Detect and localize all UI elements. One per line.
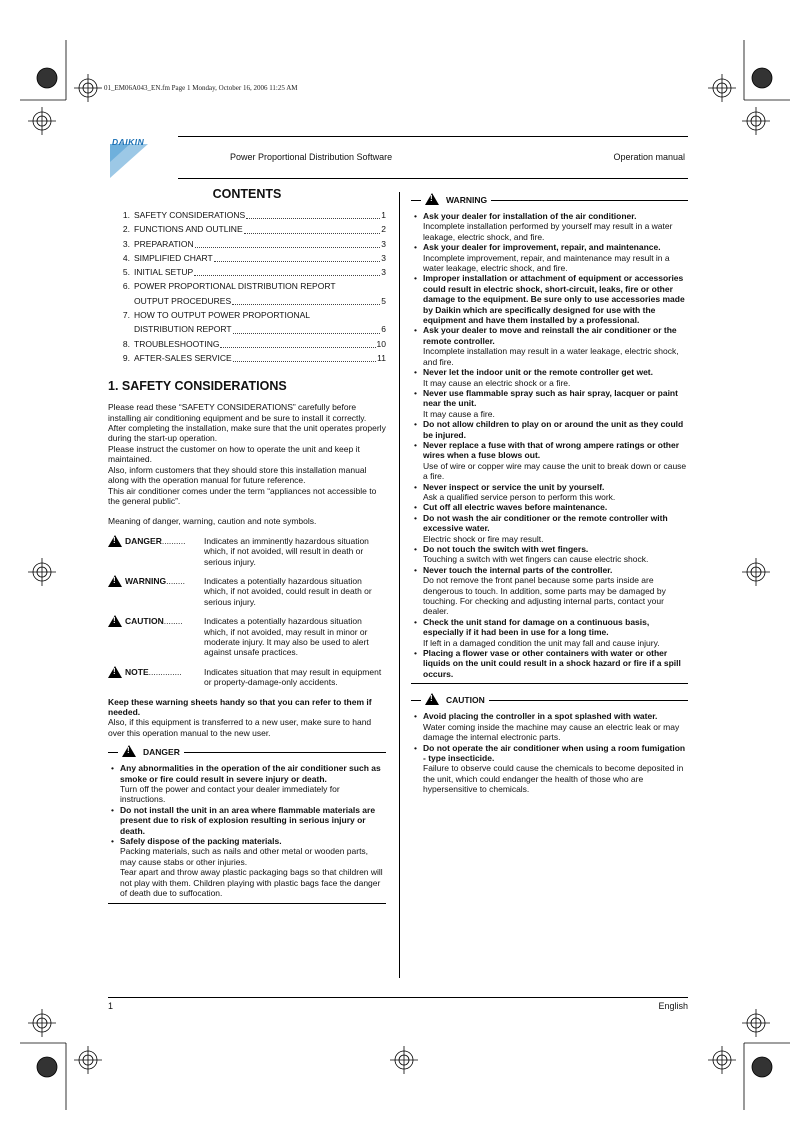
contents-entry xyxy=(134,351,386,365)
warning-item-heading: • Never replace a fuse with that of wrong ampere ratings or other wires when a fuse blows out. xyxy=(423,439,680,461)
contents-row xyxy=(134,351,386,365)
contents-number: 8. xyxy=(122,338,130,349)
warning-item xyxy=(411,419,688,440)
contents-row xyxy=(134,237,386,251)
left-column xyxy=(108,186,386,904)
warning-item-heading: • Ask your dealer to move and reinstall the air conditioner or the remote controller. xyxy=(423,325,677,346)
contents-entry xyxy=(134,308,386,337)
warning-item-heading: • Check the unit stand for damage on a continuous basis, especially if it had been in use for a long time. xyxy=(423,616,650,638)
warning-item-heading: • Do not touch the switch with wet fingers. xyxy=(423,544,589,554)
intro-paragraph: Also, inform customers that they should store this installation manual along with the operation manual for future reference. xyxy=(108,464,367,486)
contents-number: 7. xyxy=(122,310,130,321)
danger-box-end xyxy=(108,903,386,904)
warning-item-heading: • Do not wash the air conditioner or the remote controller with excessive water. xyxy=(423,512,668,534)
language-label: English xyxy=(658,1001,688,1011)
caution-item-heading: • Do not operate the air conditioner when using a room fumigation - type insecticide. xyxy=(423,742,686,763)
symbol-row xyxy=(108,536,386,567)
intro-paragraph: Please read these “SAFETY CONSIDERATIONS” carefully before installing air conditioning equipment and be sure to install it correctly. xyxy=(108,402,367,423)
warning-item-text: Incomplete improvement, repair, and maintenance may result in a water leakage, electric shock, and fire. xyxy=(423,252,670,274)
warning-item-text: Use of wire or copper wire may cause the unit to break down or cause a fire. xyxy=(423,460,687,482)
contents-text: TROUBLESHOOTING xyxy=(134,338,220,349)
contents-entry xyxy=(134,279,386,308)
warning-item-text: Do not remove the front panel because some parts inside are dengerous to touch. In addition, some parts may be damaged by touching. For checking and adjusting internal parts, contact your dealer. xyxy=(423,575,666,617)
contents-entry xyxy=(134,208,386,222)
contents-number: 5. xyxy=(122,267,130,278)
footer-rule xyxy=(108,997,688,998)
header-top-rule xyxy=(178,136,688,137)
warning-item xyxy=(411,388,688,419)
right-column xyxy=(411,192,688,795)
contents-text: PREPARATION xyxy=(134,238,194,249)
leader-dots: .............. xyxy=(148,666,182,677)
contents-page: 11 xyxy=(377,352,386,363)
symbol-row xyxy=(108,616,386,658)
contents-page: 1 xyxy=(381,210,386,220)
symbol-row xyxy=(108,667,386,688)
danger-title: DANGER xyxy=(143,747,180,758)
warning-item-heading: • Never touch the internal parts of the controller. xyxy=(423,564,613,575)
warning-item xyxy=(411,211,688,242)
safety-heading: 1. SAFETY CONSIDERATIONS xyxy=(108,379,287,394)
symbol-label xyxy=(108,576,204,607)
contents-text: FUNCTIONS AND OUTLINE xyxy=(134,224,243,235)
warning-item-heading: • Cut off all electric waves before maintenance. xyxy=(423,502,608,513)
warning-item-text: Touching a switch with wet fingers can cause electric shock. xyxy=(423,554,649,565)
warning-box-header xyxy=(411,194,688,206)
danger-item-heading: • Do not install the unit in an area where flammable materials are present due to risk of explosion resulting in serious injury or death. xyxy=(120,804,376,836)
warning-item-heading: • Ask your dealer for improvement, repair, and maintenance. xyxy=(423,242,661,253)
danger-item-text: Packing materials, such as nails and other metal or wooden parts, may cause stabs or other injuries. xyxy=(120,846,369,867)
contents-number: 4. xyxy=(122,252,130,263)
warning-item xyxy=(411,502,688,512)
warning-item-heading: • Placing a flower vase or other containers with water or other liquids on the unit could result in a shock hazard or fire if a spill occurs. xyxy=(423,648,681,679)
print-info: 01_EM06A043_EN.fm Page 1 Monday, October 16, 2006 11:25 AM xyxy=(104,84,298,92)
warning-item-heading: • Never use flammable spray such as hair spray, lacquer or paint near the unit. xyxy=(423,387,678,409)
warning-triangle-icon xyxy=(122,745,136,757)
rule xyxy=(411,700,421,701)
symbol-legend xyxy=(108,536,386,688)
danger-list xyxy=(108,763,386,898)
symbol-label xyxy=(108,536,204,567)
leader-dots xyxy=(220,337,375,348)
warning-item-heading: • Ask your dealer for installation of the air conditioner. xyxy=(423,211,637,221)
contents-page: 3 xyxy=(381,238,386,249)
leader-dots xyxy=(233,322,381,333)
contents-item[interactable] xyxy=(108,308,386,337)
danger-item xyxy=(108,763,386,805)
caution-item-text: Failure to observe could cause the chemicals to become deposited in the unit, which could endanger the health of those who are hypersensitive to chemicals. xyxy=(423,763,684,795)
contents-page: 2 xyxy=(381,224,386,235)
leader-dots xyxy=(246,208,380,219)
contents-page: 3 xyxy=(381,267,386,278)
warning-item-heading: • Never inspect or service the unit by yourself. xyxy=(423,481,605,492)
caution-box-header xyxy=(411,694,688,706)
contents-item[interactable] xyxy=(108,337,386,351)
contents-number: 3. xyxy=(122,238,130,249)
warning-item-text: Incomplete installation performed by yourself may result in a water leakage, electric shock, and fire. xyxy=(423,221,673,242)
contents-row xyxy=(134,222,386,236)
safety-intro xyxy=(108,402,386,506)
warning-item xyxy=(411,617,688,648)
contents-number: 9. xyxy=(122,352,130,363)
header-title: Power Proportional Distribution Software xyxy=(230,152,393,162)
danger-item-heading: • Any abnormalities in the operation of the air conditioner such as smoke or fire could result in severe injury or death. xyxy=(120,763,381,784)
warning-box-end xyxy=(411,683,688,684)
intro-paragraph: This air conditioner comes under the term “appliances not accessible to the general public”. xyxy=(108,485,377,506)
contents-item[interactable] xyxy=(108,208,386,222)
rule xyxy=(489,700,688,701)
danger-item-text: Turn off the power and contact your dealer immediately for instructions. xyxy=(120,784,340,805)
symbol-name: NOTE xyxy=(125,666,149,677)
page-number: 1 xyxy=(108,1001,114,1011)
keep-notice: Keep these warning sheets handy so that you can refer to them if needed. xyxy=(108,696,372,718)
contents-row xyxy=(134,322,386,336)
warning-list xyxy=(411,211,688,679)
contents-item[interactable] xyxy=(108,351,386,365)
header-bottom-rule xyxy=(178,178,688,179)
danger-item-heading: • Safely dispose of the packing materials. xyxy=(120,836,282,847)
header-manual: Operation manual xyxy=(613,152,685,162)
symbol-meaning: Meaning of danger, warning, caution and note symbols. xyxy=(108,516,317,527)
rule xyxy=(491,200,688,201)
symbol-description: Indicates an imminently hazardous situation which, if not avoided, will result in death or serious injury. xyxy=(204,535,369,567)
leader-dots xyxy=(214,251,381,262)
contents-page: 10 xyxy=(376,338,386,349)
symbol-label xyxy=(108,616,204,658)
contents-row xyxy=(134,294,386,308)
warning-item-heading: • Never let the indoor unit or the remote controller get wet. xyxy=(423,367,654,378)
contents-page: 5 xyxy=(381,295,386,306)
warning-item xyxy=(411,325,688,367)
warning-item-text: Ask a qualified service person to perform this work. xyxy=(423,491,616,502)
contents-text-cont: DISTRIBUTION REPORT xyxy=(134,324,232,335)
contents-text: POWER PROPORTIONAL DISTRIBUTION REPORT xyxy=(134,281,336,292)
contents-row xyxy=(134,251,386,265)
contents-page: 6 xyxy=(381,324,386,335)
warning-item-text: If left in a damaged condition the unit may fall and cause injury. xyxy=(423,637,660,648)
warning-triangle-icon xyxy=(108,535,122,547)
caution-title: CAUTION xyxy=(446,695,485,706)
transfer-notice: Also, if this equipment is transferred to a new user, make sure to hand over this operation manual to the new user. xyxy=(108,717,372,738)
warning-item xyxy=(411,513,688,544)
contents-row xyxy=(134,337,386,351)
contents-number: 6. xyxy=(122,281,130,292)
contents-text-cont: OUTPUT PROCEDURES xyxy=(134,295,232,306)
contents-entry xyxy=(134,222,386,236)
contents-item[interactable] xyxy=(108,251,386,265)
warning-item-text: Electric shock or fire may result. xyxy=(423,533,544,544)
leader-dots xyxy=(233,351,377,362)
warning-item xyxy=(411,273,688,325)
leader-dots: ........ xyxy=(163,616,183,627)
warning-item xyxy=(411,367,688,388)
rule xyxy=(108,752,118,753)
contents-entry xyxy=(134,265,386,279)
caution-list xyxy=(411,711,688,794)
contents-item[interactable] xyxy=(108,237,386,251)
danger-box-header xyxy=(108,746,386,758)
contents-text: SIMPLIFIED CHART xyxy=(134,252,213,263)
symbol-description: Indicates a potentially hazardous situation which, if not avoided, could result in death or serious injury. xyxy=(204,575,372,607)
contents-entry xyxy=(134,237,386,251)
warning-item xyxy=(411,648,688,679)
contents-row xyxy=(134,208,386,222)
contents-item[interactable] xyxy=(108,265,386,279)
rule xyxy=(411,200,421,201)
contents-text: AFTER-SALES SERVICE xyxy=(134,352,232,363)
warning-item-text: Incomplete installation may result in a water leakage, electric shock, and fire. xyxy=(423,346,679,367)
contents-list xyxy=(108,208,386,365)
danger-item xyxy=(108,805,386,836)
rule xyxy=(184,752,386,753)
warning-item xyxy=(411,242,688,273)
caution-triangle-icon xyxy=(425,693,439,705)
contents-entry xyxy=(134,337,386,351)
contents-title: CONTENTS xyxy=(212,187,282,201)
contents-number: 2. xyxy=(122,224,130,235)
contents-row xyxy=(134,265,386,279)
contents-item[interactable] xyxy=(108,279,386,308)
caution-item xyxy=(411,743,688,795)
warning-item xyxy=(411,544,688,565)
symbol-row xyxy=(108,576,386,607)
contents-entry xyxy=(134,251,386,265)
danger-item-text: Tear apart and throw away plastic packaging bags so that children will not play with them. Children playing with plastic bags face the danger of death due to suffocation. xyxy=(120,867,383,899)
symbol-name: WARNING xyxy=(125,575,167,586)
caution-item-text: Water coming inside the machine may cause an electric leak or may damage the internal electronic parts. xyxy=(423,721,680,743)
contents-text: INITIAL SETUP xyxy=(134,267,194,278)
warning-item-text: It may cause an electric shock or a fire. xyxy=(423,377,571,388)
warning-item-text: It may cause a fire. xyxy=(423,408,495,419)
warning-item xyxy=(411,440,688,482)
caution-item-heading: • Avoid placing the controller in a spot splashed with water. xyxy=(423,711,658,722)
leader-dots: ........ xyxy=(166,575,185,586)
warning-title: WARNING xyxy=(446,194,488,205)
brand-name: DAIKIN xyxy=(112,137,145,147)
warning-triangle-icon xyxy=(425,193,439,205)
symbol-name: DANGER xyxy=(125,535,162,546)
warning-item xyxy=(411,565,688,617)
contents-text: HOW TO OUTPUT POWER PROPORTIONAL xyxy=(134,310,311,321)
leader-dots xyxy=(195,237,381,248)
contents-page: 3 xyxy=(381,252,386,263)
contents-number: 1. xyxy=(122,210,130,220)
warning-item-heading: • Do not allow children to play on or around the unit as they could be injured. xyxy=(423,419,684,440)
contents-text: SAFETY CONSIDERATIONS xyxy=(134,210,246,220)
column-divider xyxy=(399,192,400,978)
leader-dots xyxy=(244,222,381,233)
warning-triangle-icon xyxy=(108,666,122,678)
leader-dots xyxy=(194,265,380,276)
symbol-name: CAUTION xyxy=(125,616,164,627)
leader-dots: .......... xyxy=(161,535,186,546)
symbol-description: Indicates situation that may result in equipment or property-damage-only accidents. xyxy=(204,666,382,688)
warning-item xyxy=(411,482,688,503)
warning-triangle-icon xyxy=(108,615,122,627)
intro-paragraph: After completing the installation, make sure that the unit operates properly during the start-up operation. xyxy=(108,423,386,444)
intro-paragraph: Please instruct the customer on how to operate the unit and keep it maintained. xyxy=(108,443,360,465)
warning-triangle-icon xyxy=(108,575,122,587)
leader-dots xyxy=(232,294,380,305)
danger-item xyxy=(108,836,386,898)
contents-item[interactable] xyxy=(108,222,386,236)
symbol-description: Indicates a potentially hazardous situation which, if not avoided, may result in minor or moderate injury. It may also be used to alert against unsafe practices. xyxy=(204,616,369,658)
caution-item xyxy=(411,711,688,742)
warning-item-heading: • Improper installation or attachment of equipment or accessories could result in electric shock, short-circuit, leaks, fire or other damage to the equipment. Be sure only to use accessories made by Daikin which are specifically designed for use with the equipment and have them installed by a professional. xyxy=(423,273,685,326)
symbol-label xyxy=(108,667,204,688)
